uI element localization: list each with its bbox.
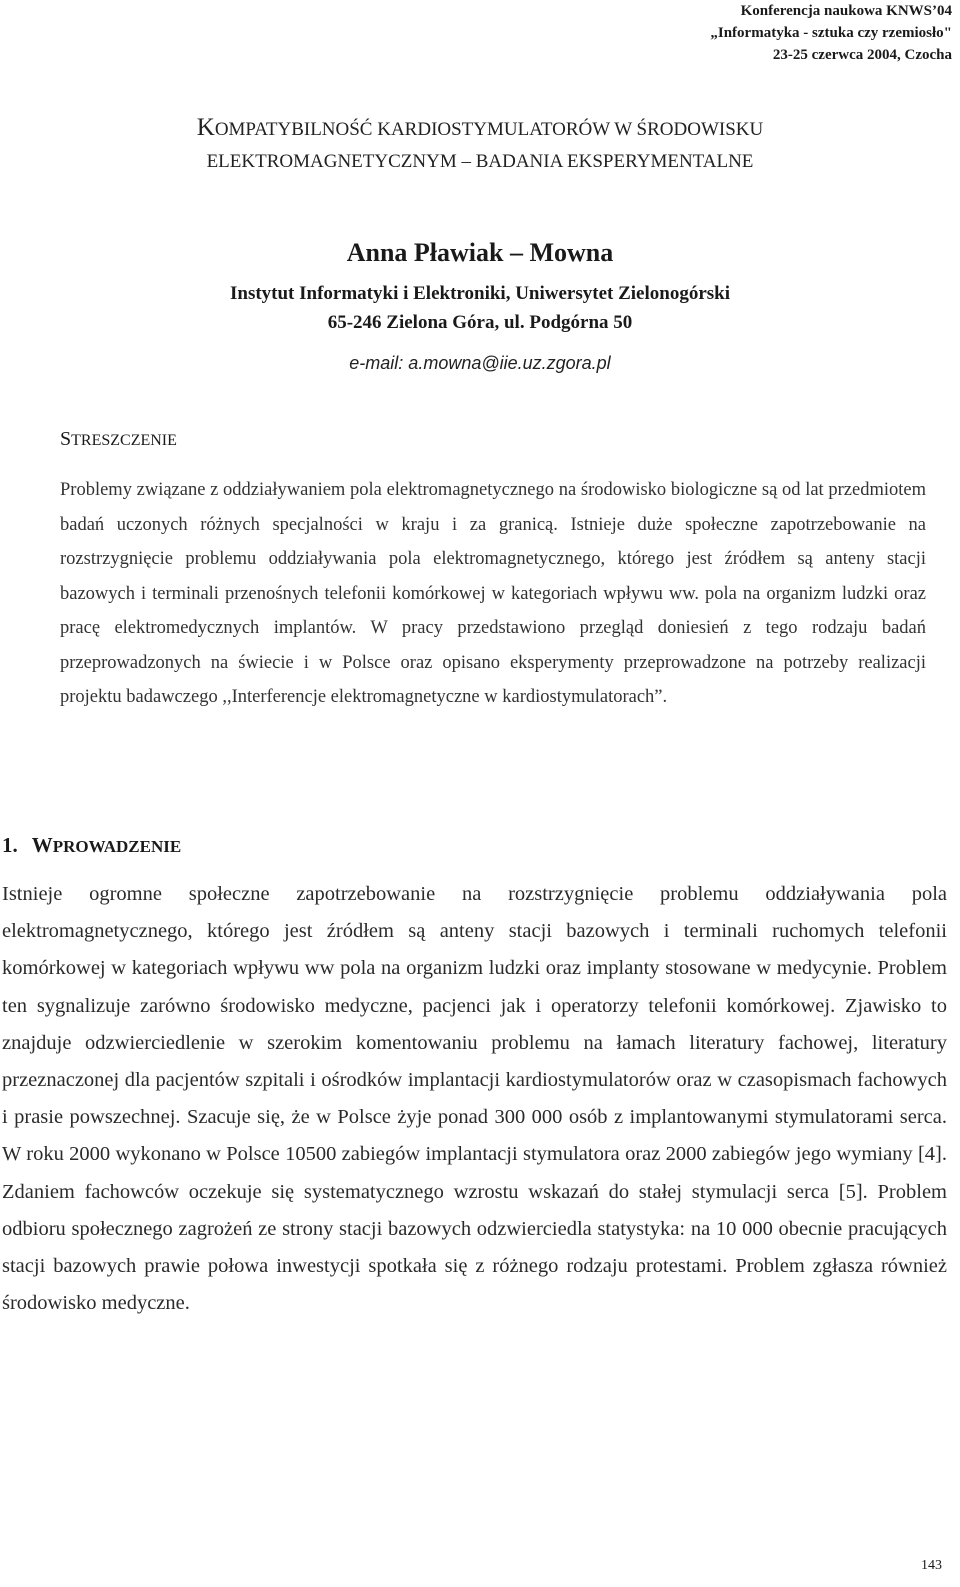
author-block <box>0 236 960 377</box>
conference-name: Konferencja naukowa KNWS’04 <box>740 3 952 19</box>
affiliation <box>0 279 960 337</box>
affiliation-institute: Instytut Informatyki i Elektroniki, Uniwersytet Zielonogórski <box>229 283 730 304</box>
section-number: 1. <box>2 833 18 857</box>
abstract-heading-rest: TRESZCZENIE <box>71 432 177 449</box>
affiliation-address: 65-246 Zielona Góra, ul. Podgórna 50 <box>327 312 633 333</box>
abstract-text: Problemy związane z oddziaływaniem pola elektromagnetycznego na środowisko biologiczne są od lat przedmiotem badań uczonych różnych specjalności w kraju i za granicą. Istnieje duże społeczne zapotrzebowanie na rozstrzygnięcie problemu oddziaływania pola elektromagnetycznego, którego jest źródłem są anteny stacji bazowych i terminali przenośnych telefonii komórkowej w kategoriach wpływu ww. pola na organizm ludzki oraz pracę elektromedycznych implantów. W pracy przedstawiono przegląd doniesień z tego rodzaju badań przeprowadzonych na świecie i w Polsce oraz opisano eksperymenty przeprowadzone na potrzeby realizacji projektu badawczego ,,Interferencje elektromagnetyczne w kardiostymulatorach”. <box>60 480 926 707</box>
abstract-heading-initial: S <box>60 428 72 450</box>
conference-date-place: 23-25 czerwca 2004, Czocha <box>772 47 952 63</box>
author-name: Anna Pławiak – Mowna <box>346 238 614 267</box>
section-heading-rest: PROWADZENIE <box>52 837 182 856</box>
paper-title-line2: ELEKTROMAGNETYCZNYM – BADANIA EKSPERYMENTALNE <box>206 151 754 172</box>
title-initial: K <box>196 114 215 141</box>
page-number: 143 <box>921 1558 942 1573</box>
paper-title <box>0 112 960 178</box>
section-heading-initial: W <box>31 833 53 857</box>
abstract-heading <box>60 428 177 452</box>
author-email: e-mail: a.mowna@iie.uz.zgora.pl <box>349 353 611 373</box>
section-heading <box>2 832 181 860</box>
conference-header <box>452 0 952 66</box>
title-line1-rest: OMPATYBILNOŚĆ KARDIOSTYMULATORÓW W ŚRODOWISKU <box>214 119 764 140</box>
paper-title-line1 <box>0 112 960 146</box>
conference-motto: „Informatyka - sztuka czy rzemiosło" <box>710 25 952 41</box>
section-body-text: Istnieje ogromne społeczne zapotrzebowanie na rozstrzygnięcie problemu oddziaływania pola elektromagnetycznego, którego jest źródłem są anteny stacji bazowych i terminali ruchomych telefonii komórkowej w kategoriach wpływu ww pola na organizm ludzki oraz implanty stosowane w medycynie. Problem ten sygnalizuje zarówno środowisko medyczne, pacjenci jak i operatorzy telefonii komórkowej. Zjawisko to znajduje odzwierciedlenie w szerokim komentowaniu problemu na łamach literatury fachowej, literatury przeznaczonej dla pacjentów szpitali i ośrodków implantacji kardiostymulatorów oraz w czasopismach fachowych i prasie powszechnej. Szacuje się, że w Polsce żyje ponad 300 000 osób z implantowanymi stymulatorami serca. W roku 2000 wykonano w Polsce 10500 zabiegów implantacji stymulatora oraz 2000 zabiegów jego wymiany [4]. Zdaniem fachowców oczekuje się systematycznego wzrostu wskazań do stałej stymulacji serca [5]. Problem odbioru społecznego zagrożeń ze strony stacji bazowych odzwierciedla statystyka: na 10 000 obecnie pracujących stacji bazowych prawie połowa inwestycji spotkała się z różnego rodzaju protestami. Problem zgłasza również środowisko medyczne. <box>2 883 947 1315</box>
